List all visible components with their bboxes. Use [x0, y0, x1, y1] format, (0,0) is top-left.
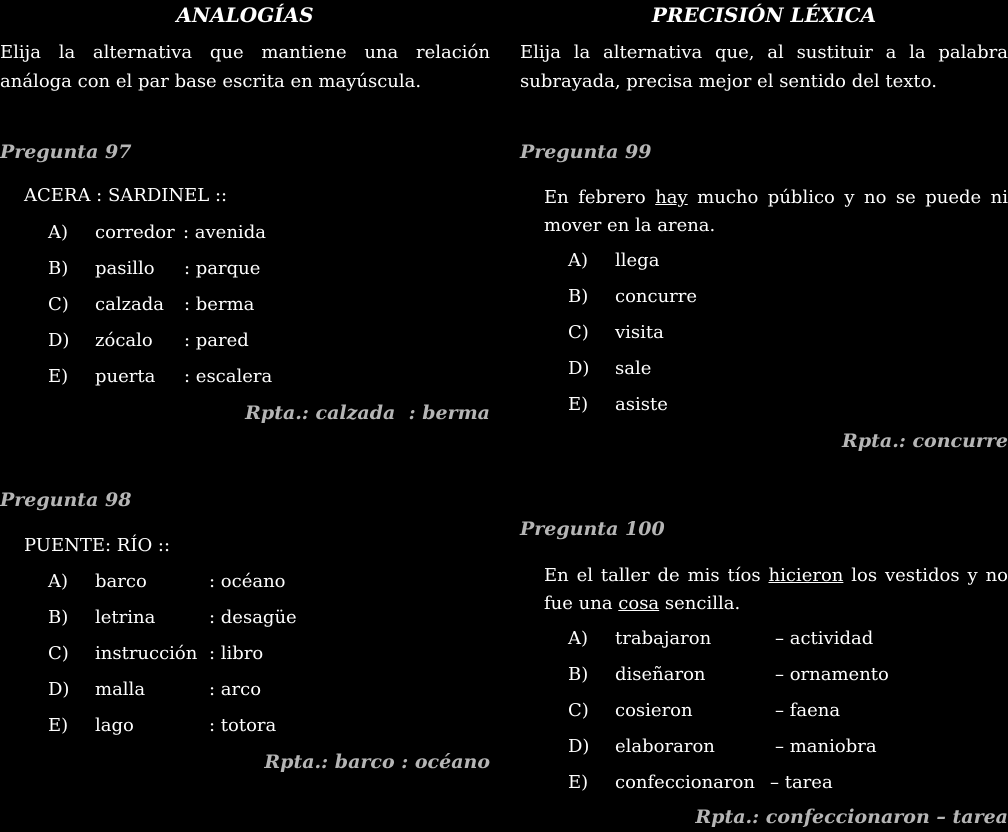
- option-second-term: : pared: [184, 330, 249, 351]
- answer-97: Rpta.: calzada : berma: [245, 402, 490, 424]
- answer-100: Rpta.: confeccionaron – tarea: [695, 806, 1008, 828]
- option-second-term: : berma: [184, 294, 255, 315]
- underlined-word: hay: [655, 187, 688, 208]
- option-first-term: instrucción: [95, 643, 198, 664]
- option-letter: D): [48, 679, 70, 700]
- option-second-term: : arco: [209, 679, 262, 700]
- option-first-term: lago: [95, 715, 134, 736]
- question-100-title: Pregunta 100: [520, 518, 665, 540]
- option-first-term: calzada: [95, 294, 165, 315]
- option-term: llega: [615, 250, 660, 271]
- option-second-term: – ornamento: [775, 664, 889, 685]
- question-98-stem: PUENTE: RÍO ::: [24, 535, 171, 556]
- option-first-term: confeccionaron: [615, 772, 755, 793]
- answer-99: Rpta.: concurre: [842, 430, 1008, 452]
- option-second-term: : desagüe: [209, 607, 297, 628]
- option-letter: A): [568, 628, 589, 649]
- option-letter: D): [568, 358, 590, 379]
- option-letter: E): [568, 394, 589, 415]
- option-first-term: diseñaron: [615, 664, 706, 685]
- option-first-term: puerta: [95, 366, 156, 387]
- question-100-stem: En el taller de mis tíos hicieron los vestidos y no fue una cosa sencilla.: [544, 565, 1008, 614]
- option-term: visita: [615, 322, 664, 343]
- option-letter: B): [568, 286, 589, 307]
- option-first-term: letrina: [95, 607, 156, 628]
- option-letter: B): [48, 258, 69, 279]
- section-title-analogias: ANALOGÍAS: [176, 3, 314, 27]
- option-letter: E): [568, 772, 589, 793]
- option-first-term: trabajaron: [615, 628, 712, 649]
- option-first-term: barco: [95, 571, 147, 592]
- option-letter: C): [568, 700, 589, 721]
- option-first-term: cosieron: [615, 700, 693, 721]
- option-first-term: zócalo: [95, 330, 153, 351]
- option-letter: C): [568, 322, 589, 343]
- question-97-stem: ACERA : SARDINEL ::: [24, 185, 228, 206]
- question-99-stem: En febrero hay mucho público y no se puede ni mover en la arena.: [544, 187, 1008, 236]
- option-second-term: – maniobra: [775, 736, 877, 757]
- option-term: concurre: [615, 286, 698, 307]
- option-term: sale: [615, 358, 652, 379]
- option-letter: B): [48, 607, 69, 628]
- question-98-title: Pregunta 98: [0, 489, 132, 511]
- option-second-term: – actividad: [775, 628, 874, 649]
- option-second-term: : totora: [209, 715, 277, 736]
- option-term: asiste: [615, 394, 668, 415]
- section-intro-analogias: Elija la alternativa que mantiene una relación análoga con el par base escrita en mayúscula.: [0, 42, 490, 92]
- section-title-precision: PRECISIÓN LÉXICA: [651, 3, 877, 27]
- option-second-term: : avenida: [183, 222, 266, 243]
- section-intro-precision: Elija la alternativa que, al sustituir a la palabra subrayada, precisa mejor el sentido del texto.: [520, 42, 1008, 92]
- option-letter: E): [48, 715, 69, 736]
- option-second-term: – tarea: [770, 772, 833, 793]
- option-letter: A): [48, 571, 69, 592]
- question-99-title: Pregunta 99: [520, 141, 652, 163]
- option-letter: B): [568, 664, 589, 685]
- option-letter: E): [48, 366, 69, 387]
- option-letter: D): [48, 330, 70, 351]
- option-second-term: : escalera: [184, 366, 273, 387]
- option-first-term: pasillo: [95, 258, 155, 279]
- answer-98: Rpta.: barco : océano: [264, 751, 490, 773]
- option-first-term: malla: [95, 679, 146, 700]
- option-second-term: – faena: [775, 700, 841, 721]
- option-letter: C): [48, 294, 69, 315]
- option-letter: A): [48, 222, 69, 243]
- option-first-term: corredor: [95, 222, 175, 243]
- option-letter: C): [48, 643, 69, 664]
- option-second-term: : parque: [184, 258, 261, 279]
- question-97-title: Pregunta 97: [0, 141, 132, 163]
- option-second-term: : libro: [209, 643, 264, 664]
- option-letter: A): [568, 250, 589, 271]
- option-letter: D): [568, 736, 590, 757]
- option-second-term: : océano: [209, 571, 286, 592]
- option-first-term: elaboraron: [615, 736, 715, 757]
- underlined-word: hicieron: [768, 565, 844, 586]
- underlined-word: cosa: [618, 593, 660, 614]
